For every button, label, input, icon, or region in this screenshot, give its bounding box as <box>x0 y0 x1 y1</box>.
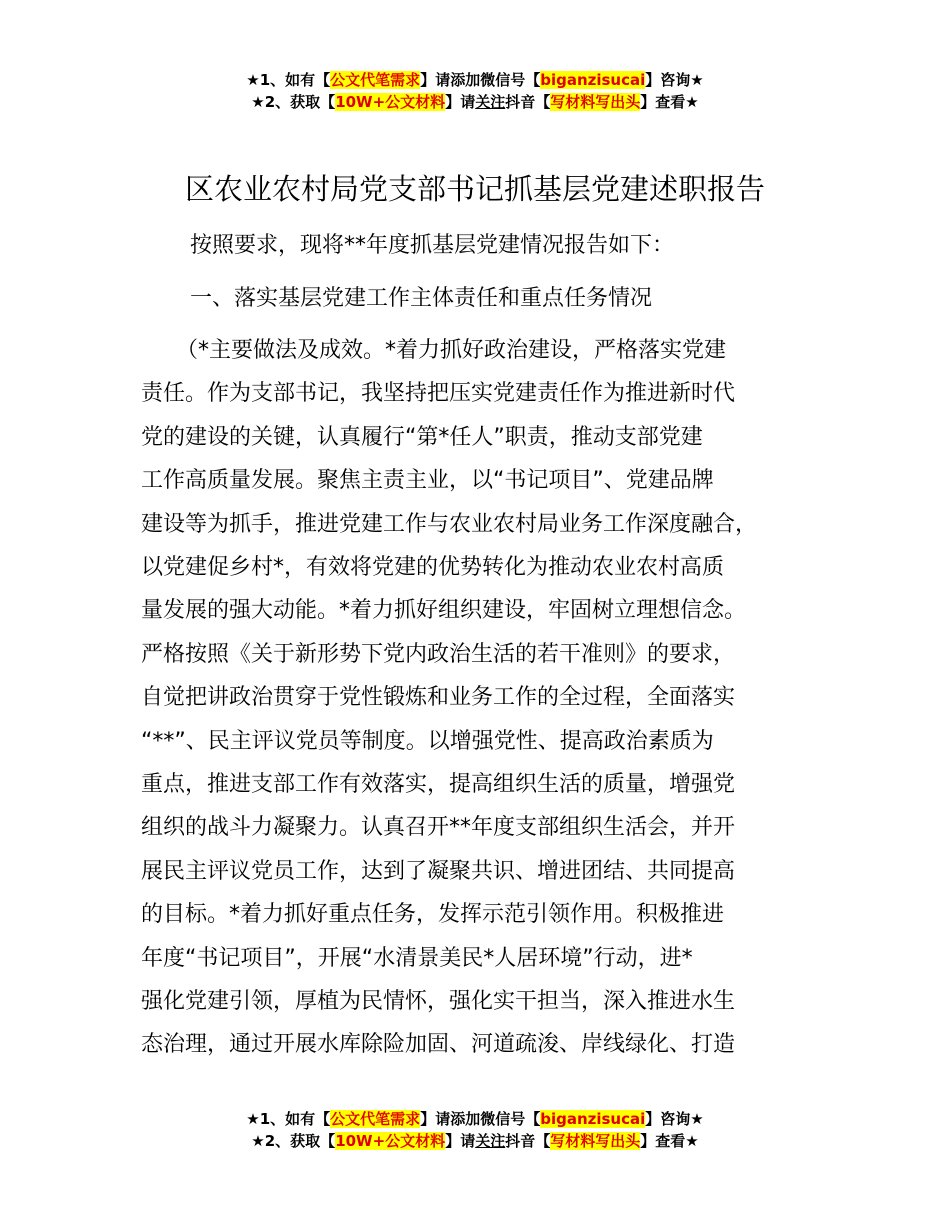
promo-underlined-follow: 关注 <box>475 1132 506 1150</box>
promo-highlight-account: 写材料写出头 <box>550 93 641 111</box>
body-line: 以党建促乡村*，有效将党建的优势转化为推动农业农村高质 <box>141 555 725 580</box>
promo-text: 】请添加微信号【 <box>420 1110 541 1128</box>
promo-header-line-1 <box>0 69 950 91</box>
promo-highlight-wechat-id: biganzisucai <box>540 71 646 89</box>
promo-text: ★1、如有【 <box>246 71 331 89</box>
promo-highlight-account: 写材料写出头 <box>550 1132 641 1150</box>
body-line: 展民主评议党员工作，达到了凝聚共识、增进团结、共同提高 <box>141 859 736 884</box>
body-line: 自觉把讲政治贯穿于党性锻炼和业务工作的全过程，全面落实 <box>141 685 736 710</box>
body-line: 年度“书记项目”，开展“水清景美民*人居环境”行动，进* <box>141 946 693 971</box>
body-line: 严格按照《关于新形势下党内政治生活的若干准则》的要求， <box>141 642 736 667</box>
body-line: 重点，推进支部工作有效落实，提高组织生活的质量，增强党 <box>141 772 736 797</box>
promo-text: ★2、获取【 <box>251 1132 336 1150</box>
body-line: 态治理，通过开展水库除险加固、河道疏浚、岸线绿化、打造 <box>141 1032 736 1057</box>
body-line: 组织的战斗力凝聚力。认真召开**年度支部组织生活会，并开 <box>141 815 736 840</box>
body-line: 责任。作为支部书记，我坚持把压实党建责任作为推进新时代 <box>141 381 736 406</box>
body-line: 建设等为抓手，推进党建工作与农业农村局业务工作深度融合， <box>141 512 758 537</box>
body-line: （*主要做法及成效。*着力抓好政治建设，严格落实党建 <box>176 338 727 363</box>
promo-text: 】咨询★ <box>645 1110 704 1128</box>
body-line: 强化党建引领，厚植为民情怀，强化实干担当，深入推进水生 <box>141 989 736 1014</box>
section-heading-1: 一、落实基层党建工作主体责任和重点任务情况 <box>190 286 653 311</box>
promo-footer-line-2 <box>0 1130 950 1152</box>
promo-text: ★1、如有【 <box>246 1110 331 1128</box>
promo-underlined-follow: 关注 <box>475 93 506 111</box>
body-line: “**”、民主评议党员等制度。以增强党性、提高政治素质为 <box>141 729 714 754</box>
promo-text: 】请 <box>445 93 476 111</box>
promo-highlight-wechat-id: biganzisucai <box>540 1110 646 1128</box>
promo-highlight-materials: 10W+公文材料 <box>335 1132 446 1150</box>
body-line: 党的建设的关键，认真履行“第*任人”职责，推动支部党建 <box>141 425 703 450</box>
promo-text: 抖音【 <box>505 93 551 111</box>
promo-highlight-materials: 10W+公文材料 <box>335 93 446 111</box>
body-line: 工作高质量发展。聚焦主责主业，以“书记项目”、党建品牌 <box>141 468 714 493</box>
promo-text: ★2、获取【 <box>251 93 336 111</box>
body-line: 量发展的强大动能。*着力抓好组织建设，牢固树立理想信念。 <box>141 598 747 623</box>
promo-text: 】请添加微信号【 <box>420 71 541 89</box>
promo-text: 】查看★ <box>640 93 699 111</box>
promo-text: 】咨询★ <box>645 71 704 89</box>
promo-highlight-service: 公文代笔需求 <box>330 1110 421 1128</box>
body-line: 的目标。*着力抓好重点任务，发挥示范引领作用。积极推进 <box>141 902 725 927</box>
document-title: 区农业农村局党支部书记抓基层党建述职报告 <box>184 172 765 206</box>
intro-paragraph: 按照要求，现将**年度抓基层党建情况报告如下： <box>190 233 675 258</box>
promo-highlight-service: 公文代笔需求 <box>330 71 421 89</box>
promo-footer-line-1 <box>0 1108 950 1130</box>
promo-text: 】查看★ <box>640 1132 699 1150</box>
promo-header-line-2 <box>0 91 950 113</box>
promo-text: 】请 <box>445 1132 476 1150</box>
promo-text: 抖音【 <box>505 1132 551 1150</box>
